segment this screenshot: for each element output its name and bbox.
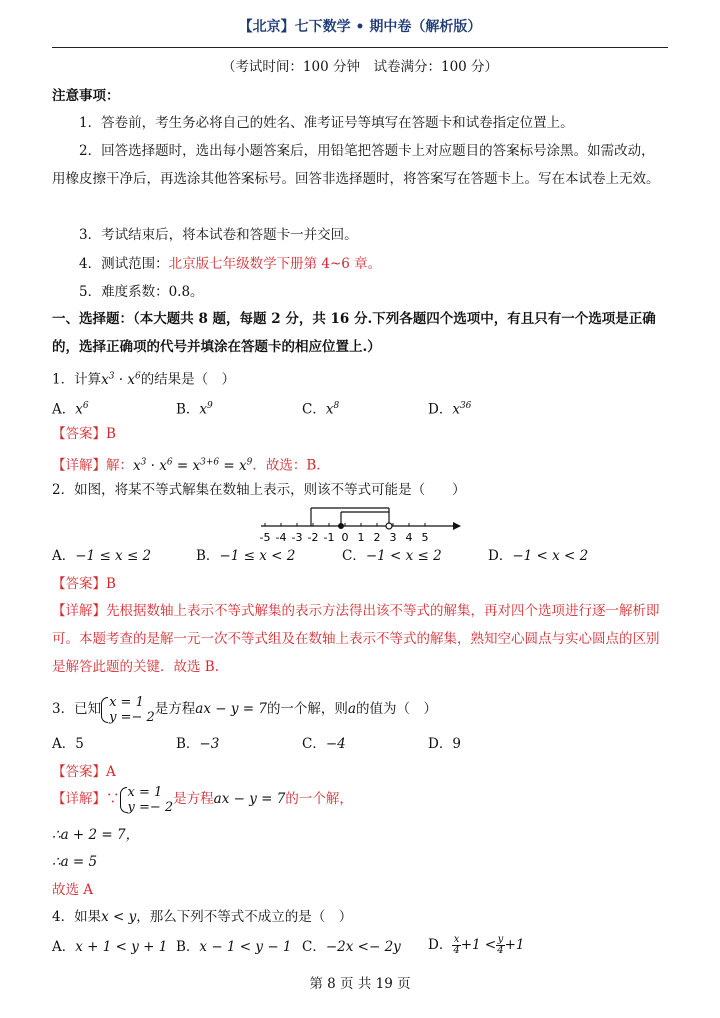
number-line-tick-label: 0 (341, 531, 349, 544)
question-2-stem: 2．如图，将某不等式解集在数轴上表示，则该不等式可能是（ ） (52, 482, 466, 498)
q2-option-d: D．−1 < x < 2 (488, 548, 589, 564)
q1-base-2: x (127, 371, 135, 388)
q1-option-c: C．$x^8$ (302, 401, 340, 418)
q4-frac-y-over-4: $\frac{y}{4}$ (497, 934, 504, 956)
q3-option-a: A．5 (52, 736, 84, 752)
notes-heading: 注意事项： (52, 88, 120, 104)
q1-option-a: A．$x^6$ (52, 401, 89, 418)
page-footer: 第 8 页 共 19 页 (309, 976, 411, 992)
q2-option-c: C．−1 < x ≤ 2 (342, 548, 442, 564)
q2-answer: 【答案】B (52, 576, 116, 592)
q1-exp-1: 3 (108, 371, 115, 381)
note-4 (52, 254, 695, 274)
page-header-title: 【北京】七下数学 • 期中卷（解析版） (238, 19, 482, 35)
q4-option-b: B．x − 1 < y − 1 (176, 939, 292, 955)
q3-step-1: ∴a + 2 = 7， (52, 827, 140, 843)
q3-option-d: D．9 (428, 736, 461, 752)
q1-base-1: x (101, 371, 109, 388)
number-line-tick-label: 3 (389, 531, 397, 544)
number-line-figure (255, 500, 465, 544)
solid-point-minus-1 (338, 523, 344, 529)
number-line-tick-label: -3 (291, 531, 303, 544)
q1-option-b: B．$x^9$ (176, 401, 213, 418)
note-3: 3．考试结束后，将本试卷和答题卡一并交回。 (79, 227, 358, 243)
note-1: 1．答卷前，考生务必将自己的姓名、准考证号等填写在答题卡和试卷指定位置上。 (79, 115, 574, 131)
note-2: 2．回答选择题时，选出每小题答案后，用铅笔把答题卡上对应题目的答案标号涂黑。如需改动，用橡皮擦干净后，再选涂其他答案标号。回答非选择题时，将答案写在答题卡上。写在本试卷上无效。 (52, 143, 660, 187)
q2-option-b: B．−1 ≤ x < 2 (196, 548, 296, 564)
number-line-tick-label: 2 (373, 531, 381, 544)
q1-suffix: 的结果是（ ） (140, 371, 236, 388)
section-1-title: 一、选择题：（本大题共 8 题，每题 2 分，共 16 分.下列各题四个选项中，有且只有一个选项是正确的，选择正确项的代号并填涂在答题卡的相应位置上.） (52, 311, 656, 355)
number-line-tick-label: 5 (421, 531, 429, 544)
q4-option-d: D． $\frac{x}{4}$ +1 < $\frac{y}{4}$ +1 (428, 934, 525, 956)
q4-option-c: C．−2x <− 2y (302, 939, 401, 955)
note-4-range: 北京版七年级数学下册第 4~6 章。 (168, 256, 382, 272)
q3-detail: 【详解】∵ x = 1 y =− 2 是方程ax − y = 7的一个解， (52, 784, 353, 815)
header-divider (52, 47, 668, 48)
number-line-labels (260, 531, 429, 544)
hollow-point-2 (386, 523, 392, 529)
q3-step-2: ∴a = 5 (52, 854, 98, 870)
q1-detail: 【详解】解：$x^3 \cdot x^6 = x^{3+6} = x^9$．故选：B． (52, 457, 330, 474)
question-3-stem: 3．已知 x = 1 y =− 2 是方程ax − y = 7的一个解，则a的值为（ ） (52, 694, 437, 725)
number-line-tick-label: -4 (275, 531, 287, 544)
number-line-arrow (453, 522, 461, 530)
q4-frac-x-over-4: $\frac{x}{4}$ (453, 934, 460, 956)
q1-answer: 【答案】B (52, 426, 116, 442)
q2-option-a: A．−1 ≤ x ≤ 2 (52, 548, 152, 564)
q1-exp-2: 6 (134, 371, 141, 381)
exam-info: （考试时间：100 分钟 试卷满分：100 分） (221, 59, 499, 75)
q4-option-a: A．x + 1 < y + 1 (52, 939, 168, 955)
q1-dot: · (114, 371, 128, 388)
q3-option-b: B．−3 (176, 736, 220, 752)
q3-system: x = 1 y =− 2 (101, 695, 155, 725)
q1-expression (101, 372, 141, 388)
number-line-tick-label: 4 (405, 531, 413, 544)
number-line-tick-label: 1 (357, 531, 365, 544)
note-5: 5．难度系数：0.8。 (79, 284, 204, 300)
q1-option-d: D．$x^{36}$ (428, 401, 472, 418)
q1-prefix: 1．计算 (52, 371, 102, 388)
number-line-tick-label: -1 (323, 531, 335, 544)
q3-answer: 【答案】A (52, 764, 116, 780)
q3-conclusion: 故选 A (52, 882, 94, 898)
question-1-stem (52, 366, 668, 390)
question-4-stem: 4．如果x < y，那么下列不等式不成立的是（ ） (52, 909, 353, 925)
q2-detail: 【详解】先根据数轴上表示不等式解集的表示方法得出该不等式的解集，再对四个选项进行逐一解析即可。本题考查的是解一元一次不等式组及在数轴上表示不等式的解集，熟知空心圆点与实心圆点的区别是解答此题的关键．故选 B. (52, 603, 660, 675)
note-4-prefix: 4．测试范围： (79, 256, 169, 272)
q3-option-c: C．−4 (302, 736, 346, 752)
number-line-tick-label: -2 (307, 531, 319, 544)
number-line-tick-label: -5 (259, 531, 271, 544)
